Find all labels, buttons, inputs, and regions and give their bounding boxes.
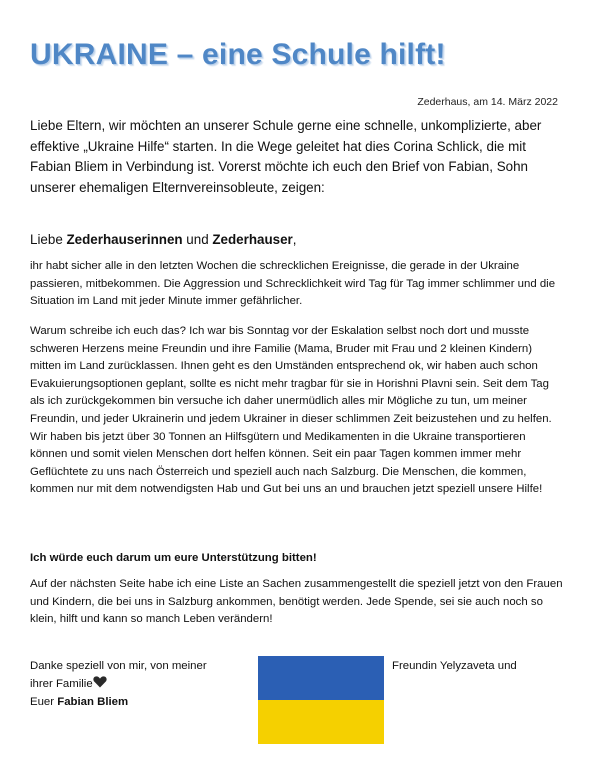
letter-greeting [30, 230, 564, 250]
greeting-name-1: Zederhauserinnen [66, 232, 183, 247]
dateline: Zederhaus, am 14. März 2022 [417, 96, 558, 108]
flag-blue-stripe [258, 656, 384, 700]
letter-paragraph-4: Auf der nächsten Seite habe ich eine Liste an Sachen zusammengestellt die speziell jetzt von den Frauen und Kindern, die bei uns in Salzburg ankommen, benötigt werden. Jede Spende, sei sie auch noch so klein, hilft und kann so manch Leben verändern! [30, 578, 563, 626]
signature-right-text: Freundin Yelyzaveta und [392, 660, 517, 672]
signature-line-3 [30, 694, 250, 712]
greeting-and: und [182, 232, 213, 247]
letter-paragraph-3: Ich würde euch darum um eure Unterstützung bitten! [30, 552, 317, 564]
flag-yellow-stripe [258, 700, 384, 744]
signature-name: Fabian Bliem [57, 696, 129, 709]
greeting-prefix: Liebe [30, 232, 67, 247]
ukraine-flag [258, 656, 384, 744]
letter-paragraph-1: ihr habt sicher alle in den letzten Wochen die schrecklichen Ereignisse, die gerade in der Ukraine passieren, mitbekommen. Die Aggression und Schrecklichkeit wird Tag für Tag immer schlimmer und die Situation im Land mit jeder Minute immer gefährlicher. [30, 260, 556, 308]
signature-block [30, 658, 250, 712]
intro-paragraph: Liebe Eltern, wir möchten an unserer Schule gerne eine schnelle, unkomplizierte, aber effektive „Ukraine Hilfe“ starten. In die Wege geleitet hat dies Corina Schlick, die mit Fabian Bliem in Verbindung ist. Vorerst möchte ich euch den Brief von Fabian, Sohn unserer ehemaligen Elternvereinsobleute, zeigen: [30, 118, 542, 195]
greeting-name-2: Zederhauser [212, 232, 293, 247]
signature-line-2 [30, 676, 250, 695]
signature-line-1: Danke speziell von mir, von meiner [30, 660, 207, 672]
signature-family: ihrer Familie [30, 677, 93, 690]
letter-paragraph-2: Warum schreibe ich euch das? Ich war bis Sonntag vor der Eskalation selbst noch dort und musste schweren Herzens meine Freundin und ihre Familie (Mama, Bruder mit Frau und 2 kleinen Kindern) mitten im Land zurücklassen. Ihnen geht es den Umständen entsprechend ok, wir haben auch schon Evakuierungsoptionen geplant, sollte es nicht mehr tragbar für sie in Horishni Plavni sein. Seit dem Tag als ich zurückgekommen bin versuche ich daher unermüdlich alles mir Mögliche zu tun, um meiner Freundin, und jeder Ukrainerin und jedem Ukrainer in dieser schlimmen Zeit beizustehen und zu helfen. Wir haben bis jetzt über 30 Tonnen an Hilfsgütern und Medikamenten in die Ukraine transportieren können und somit vielen Menschen dort helfen können. Seit ein paar Tagen kommen immer mehr Geflüchtete zu uns nach Österreich und speziell auch nach Salzburg. Die Menschen, die kommen, kommen nur mit dem notwendigsten Hab und Gut bei uns an und brauchen jetzt speziell unsere Hilfe! [30, 325, 552, 496]
signature-euer: Euer [30, 696, 58, 709]
page-title: UKRAINE – eine Schule hilft! [30, 38, 446, 71]
greeting-suffix: , [292, 232, 297, 247]
black-heart-icon [93, 676, 107, 695]
